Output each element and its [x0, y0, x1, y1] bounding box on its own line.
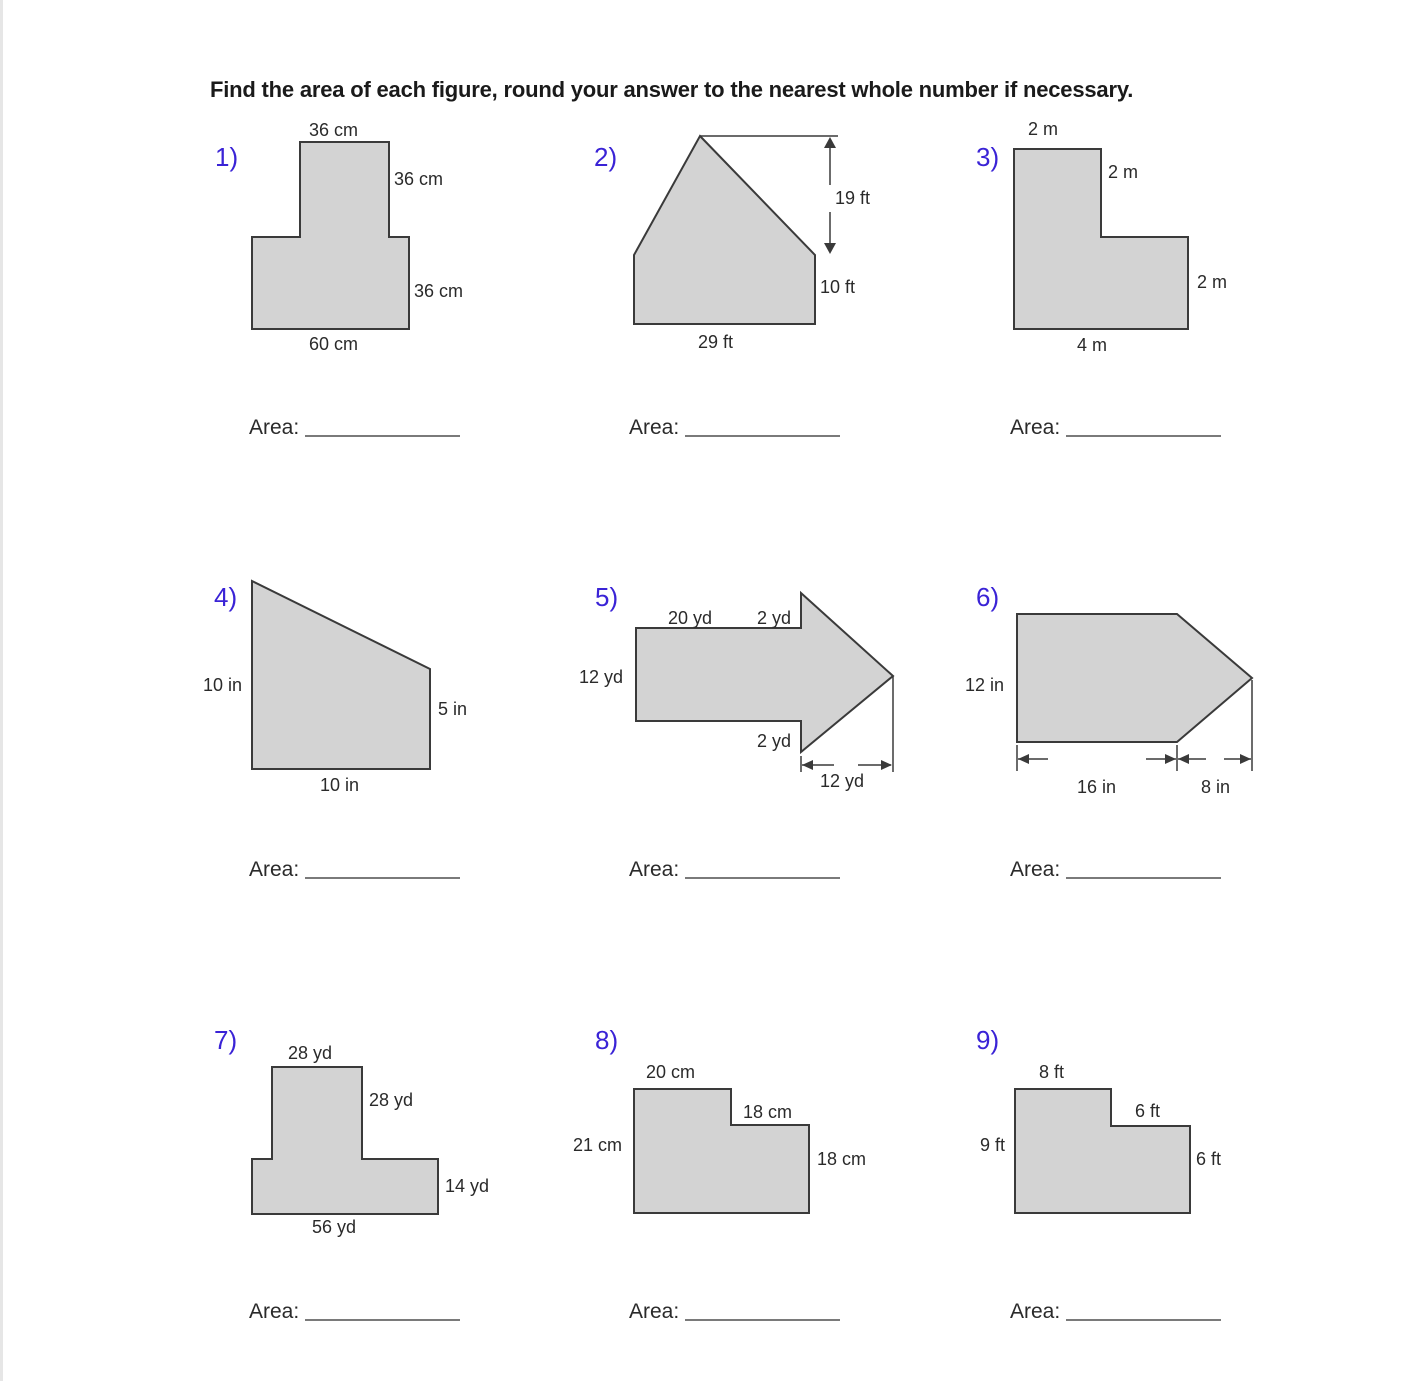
dimension-label: 16 in — [1077, 777, 1117, 797]
problem-3 — [976, 119, 1227, 439]
figure-9-shape — [1015, 1089, 1190, 1213]
problem-number: 8) — [595, 1025, 619, 1055]
problem-number: 4) — [214, 582, 238, 612]
dimension-label: 12 in — [965, 675, 1005, 695]
problem-number: 9) — [976, 1025, 1000, 1055]
arrow-head-right-icon — [1165, 754, 1176, 764]
dimension-label: 10 ft — [820, 277, 856, 297]
dimension-label: 4 m — [1077, 335, 1108, 355]
dimension-label: 10 in — [320, 775, 360, 795]
problem-number: 1) — [215, 142, 239, 172]
dimension-label: 18 cm — [817, 1149, 867, 1169]
problem-7 — [214, 1025, 489, 1323]
dimension-label: 36 cm — [394, 169, 444, 189]
area-label: Area: — [629, 1300, 680, 1323]
problem-8 — [573, 1025, 866, 1323]
problem-2 — [594, 136, 870, 439]
figure-3-shape — [1014, 149, 1188, 329]
arrow-head-down-icon — [824, 243, 836, 254]
problem-number: 6) — [976, 582, 1000, 612]
dimension-label: 28 yd — [288, 1043, 333, 1063]
problem-number: 3) — [976, 142, 1000, 172]
arrow-head-left-icon — [802, 760, 813, 770]
area-label: Area: — [1010, 858, 1061, 881]
area-label: Area: — [249, 1300, 300, 1323]
figure-1-shape — [252, 142, 409, 329]
figure-4-shape — [252, 581, 430, 769]
dimension-label: 36 cm — [309, 120, 359, 140]
dimension-label: 19 ft — [835, 188, 871, 208]
dimension-label: 6 ft — [1196, 1149, 1222, 1169]
dimension-label: 6 ft — [1135, 1101, 1161, 1121]
problem-number: 2) — [594, 142, 618, 172]
dimension-label: 5 in — [438, 699, 468, 719]
dimension-label: 8 in — [1201, 777, 1231, 797]
dimension-label: 12 yd — [579, 667, 624, 687]
area-label: Area: — [629, 416, 680, 439]
dimension-label: 28 yd — [369, 1090, 414, 1110]
dimension-label: 20 yd — [668, 608, 713, 628]
dimension-label: 36 cm — [414, 281, 464, 301]
dimension-label: 12 yd — [820, 771, 865, 791]
problem-4 — [203, 581, 467, 881]
dimension-label: 10 in — [203, 675, 243, 695]
dimension-label: 56 yd — [312, 1217, 357, 1237]
dimension-label: 29 ft — [698, 332, 734, 352]
arrow-head-right-icon — [881, 760, 892, 770]
problem-9 — [976, 1025, 1221, 1323]
dimension-label: 2 m — [1197, 272, 1228, 292]
dimension-label: 8 ft — [1039, 1062, 1065, 1082]
dimension-label: 2 yd — [757, 731, 792, 751]
dimension-label: 20 cm — [646, 1062, 696, 1082]
dimension-label: 2 yd — [757, 608, 792, 628]
arrow-head-left-icon — [1018, 754, 1029, 764]
arrow-head-up-icon — [824, 137, 836, 148]
figure-2-shape — [634, 136, 815, 324]
problem-number: 5) — [595, 582, 619, 612]
problem-1 — [215, 120, 463, 439]
arrow-head-left-icon — [1178, 754, 1189, 764]
area-label: Area: — [629, 858, 680, 881]
problem-6 — [965, 582, 1252, 881]
problem-number: 7) — [214, 1025, 238, 1055]
dimension-label: 21 cm — [573, 1135, 623, 1155]
dimension-label: 2 m — [1028, 119, 1059, 139]
area-label: Area: — [249, 416, 300, 439]
figure-6-shape — [1017, 614, 1252, 742]
dimension-label: 2 m — [1108, 162, 1139, 182]
dimension-label: 18 cm — [743, 1102, 793, 1122]
instructions-heading: Find the area of each figure, round your answer to the nearest whole number if necessary. — [210, 77, 1134, 102]
arrow-head-right-icon — [1240, 754, 1251, 764]
dimension-label: 9 ft — [980, 1135, 1006, 1155]
area-label: Area: — [1010, 416, 1061, 439]
problem-5 — [579, 582, 893, 881]
area-label: Area: — [1010, 1300, 1061, 1323]
dimension-label: 14 yd — [445, 1176, 490, 1196]
dimension-label: 60 cm — [309, 334, 359, 354]
area-label: Area: — [249, 858, 300, 881]
